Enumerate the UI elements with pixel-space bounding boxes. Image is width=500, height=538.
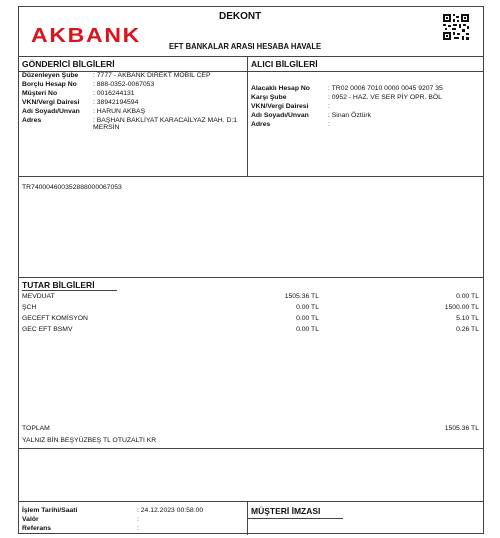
receiver-row <box>248 121 483 130</box>
field-value: : Sinan Öztürk <box>328 111 372 119</box>
sender-row <box>19 81 247 90</box>
receipt-frame <box>18 6 484 534</box>
field-label: Borçlu Hesap No <box>22 80 77 88</box>
description-section <box>19 177 483 278</box>
receiver-row <box>248 94 483 103</box>
sender-row <box>19 72 247 81</box>
sender-row <box>19 90 247 99</box>
amount-value: 1505.36 TL <box>284 293 319 300</box>
footer-row <box>19 507 247 516</box>
footer-section <box>19 502 483 535</box>
field-value: : HARUN AKBAŞ <box>93 107 146 115</box>
balance-value: 0.00 TL <box>456 293 479 300</box>
field-label: VKN/Vergi Dairesi <box>22 98 80 106</box>
balance-value: 5.10 TL <box>456 315 479 322</box>
amount-value: 0.00 TL <box>296 326 319 333</box>
field-value: : 7777 - AKBANK DİREKT MOBİL CEP <box>93 71 211 79</box>
amount-name: MEVDUAT <box>22 293 55 300</box>
amount-in-words: YALNIZ BİN BEŞYÜZBEŞ TL OTUZALTI KR <box>22 437 157 444</box>
amount-row <box>19 293 483 303</box>
amount-value: 0.00 TL <box>296 304 319 311</box>
receiver-row <box>248 85 483 94</box>
total-label: TOPLAM <box>22 425 50 432</box>
transaction-info <box>19 502 248 535</box>
iban-text: TR740004600352888000067053 <box>22 184 122 191</box>
field-value: : 888-0352-0067053 <box>93 80 155 88</box>
qr-code-icon <box>443 14 469 40</box>
field-label: Düzenleyen Şube <box>22 71 79 79</box>
balance-value: 0.26 TL <box>456 326 479 333</box>
receiver-row <box>248 112 483 121</box>
document-subtitle: EFT BANKALAR ARASI HESABA HAVALE <box>169 41 322 51</box>
receiver-info <box>248 57 483 177</box>
field-value: : <box>328 102 330 110</box>
field-label: Adı Soyadı/Unvan <box>22 107 80 115</box>
field-label: Adı Soyadı/Unvan <box>251 111 309 119</box>
field-value: : 0952 - HAZ. VE SER PİY OPR. BÖL <box>328 93 442 101</box>
field-value: : <box>137 516 139 523</box>
sender-info <box>19 57 248 177</box>
footer-row <box>19 516 247 525</box>
signature-title: MÜŞTERİ İMZASI <box>248 502 343 519</box>
field-value: : 24.12.2023 00:58:00 <box>137 507 204 514</box>
total-value: 1505.36 TL <box>444 425 479 432</box>
party-info-section <box>19 57 483 177</box>
amount-title: TUTAR BİLGİLERİ <box>22 280 95 290</box>
amount-row <box>19 326 483 336</box>
field-label: Müşteri No <box>22 89 58 97</box>
amount-name: ŞCH <box>22 304 37 311</box>
receiver-row <box>248 103 483 112</box>
amount-value: 0.00 TL <box>296 315 319 322</box>
amount-row <box>19 304 483 314</box>
sender-row <box>19 99 247 108</box>
field-label: Adres <box>251 120 271 128</box>
field-label: İşlem Tarihi/Saati <box>22 507 78 514</box>
blank-section <box>19 449 483 502</box>
field-label: Alacaklı Hesap No <box>251 84 310 92</box>
field-label: VKN/Vergi Dairesi <box>251 102 309 110</box>
document-title: DEKONT <box>219 11 262 22</box>
field-value: : <box>137 525 139 532</box>
sender-row <box>19 116 247 132</box>
field-label: Valör <box>22 516 39 523</box>
field-value: : BAŞHAN BAKLİYAT KARACAİLYAZ MAH. D:1 MERSİN <box>93 116 238 132</box>
amount-row <box>19 315 483 325</box>
amount-section <box>19 278 483 449</box>
sender-row <box>19 108 247 117</box>
field-label: Referans <box>22 525 52 532</box>
receiver-title: ALICI BİLGİLERİ <box>248 57 483 72</box>
akbank-logo: AKBANK <box>31 25 142 47</box>
amount-name: GEC EFT BSMV <box>22 326 73 333</box>
total-row <box>19 425 483 435</box>
field-value: : 0016244131 <box>93 89 135 97</box>
field-label: Adres <box>22 116 42 124</box>
footer-row <box>19 525 247 534</box>
section-divider <box>22 290 117 291</box>
receipt-header <box>19 7 483 57</box>
field-value: : <box>328 120 330 128</box>
balance-value: 1500.00 TL <box>444 304 479 311</box>
amount-name: GECEFT KOMİSYON <box>22 315 88 322</box>
sender-title: GÖNDERİCİ BİLGİLERİ <box>19 57 247 72</box>
field-value: : TR02 0006 7010 0000 0045 9207 35 <box>328 84 443 92</box>
signature-area <box>248 502 483 535</box>
field-value: : 38942194594 <box>93 98 139 106</box>
field-label: Karşı Şube <box>251 93 287 101</box>
